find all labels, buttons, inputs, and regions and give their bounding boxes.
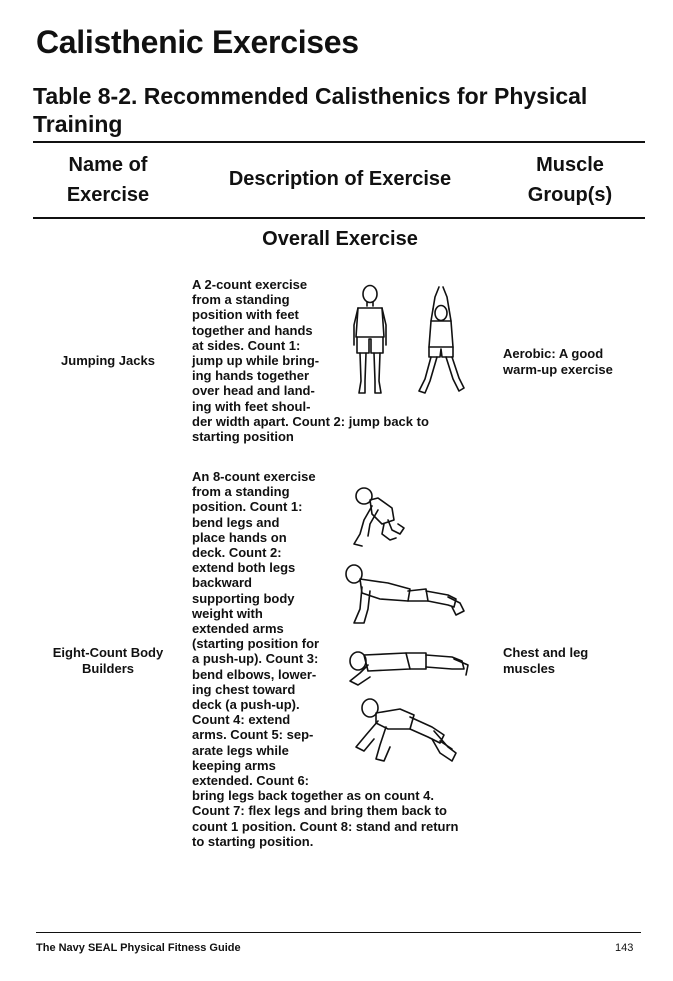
muscle-group-line: muscles [503,661,556,676]
column-header-muscle-line: Group(s) [527,184,613,206]
description-line: ing hands together [192,368,309,384]
jumping-jack-standing-figure [348,283,392,401]
description-line: Count 7: flex legs and bring them back to [192,803,447,819]
table-title: Table 8-2. Recommended Calisthenics for Physical Training [33,83,588,137]
description-line: An 8-count exercise [192,469,316,484]
exercise-name-line: Builders [81,661,134,676]
description-line: (starting position for [192,636,320,652]
description-line: a push-up). Count 3: [192,651,319,667]
description-line: A 2-count exercise [192,277,308,292]
exercise-name-line: Eight-Count Body [52,645,164,660]
section-title: Overall Exercise [262,228,418,250]
page-number: 143 [615,942,634,954]
description-line: arate legs while [192,742,289,758]
muscle-group-line: Aerobic: A good [503,346,604,361]
push-up-lowered-figure [340,643,472,689]
column-header-description: Description of Exercise [228,168,452,190]
column-header-name-line: Exercise [66,184,150,206]
push-up-start-figure [340,561,472,627]
footer-book-title: The Navy SEAL Physical Fitness Guide [36,942,241,954]
description-line: deck. Count 2: [192,545,282,561]
column-header-name [40,150,176,210]
description-line: bend elbows, lower- [192,666,317,682]
description-line: to starting position. [192,833,314,849]
description-line: position with feet [192,307,299,323]
muscle-group-jumping-jacks [503,346,613,378]
description-line: der width apart. Count 2: jump back to [192,413,429,429]
description-line: starting position [192,429,294,445]
squat-hands-on-deck-figure [348,484,408,552]
description-line: ing with feet shoul- [192,398,311,414]
muscle-group-eight-count-body-builders [503,645,588,677]
header-top-rule [33,141,645,143]
footer-rule [36,932,641,933]
description-line: over head and land- [192,383,315,399]
exercise-description-jumping-jacks [192,277,429,444]
column-header-name-line: Name of [68,154,148,176]
description-line: at sides. Count 1: [192,337,301,353]
description-line: weight with [192,605,263,621]
header-bottom-rule [33,217,645,219]
description-line: together and hands [192,322,313,338]
legs-apart-figure [340,695,472,775]
description-line: Count 4: extend [192,712,291,728]
column-header-muscle [505,150,635,210]
description-line: position. Count 1: [192,499,303,515]
description-line: place hands on [192,529,287,545]
description-line: jump up while bring- [192,353,320,369]
description-line: extended arms [192,621,284,637]
exercise-name-jumping-jacks [40,353,176,369]
description-line: arms. Count 5: sep- [192,727,314,743]
description-line: ing chest toward [192,681,296,697]
muscle-group-line: Chest and leg [503,645,589,660]
description-line: keeping arms [192,757,276,773]
exercise-name-line: Jumping Jacks [61,353,155,368]
description-line: supporting body [192,590,295,606]
description-line: extended. Count 6: [192,773,310,789]
description-line: count 1 position. Count 8: stand and return [192,818,459,834]
jumping-jack-jump-figure [415,283,467,401]
description-line: extend both legs [192,560,296,576]
description-line: from a standing [192,484,290,500]
description-line: backward [192,575,252,591]
description-line: deck (a push-up). [192,697,300,713]
exercise-name-eight-count-body-builders [40,645,176,677]
muscle-group-line: warm-up exercise [503,362,613,377]
column-header-muscle-line: Muscle [536,154,604,176]
description-line: bend legs and [192,514,280,530]
page-title: Calisthenic Exercises [36,24,359,60]
description-line: from a standing [192,292,290,308]
description-line: bring legs back together as on count 4. [192,788,434,804]
